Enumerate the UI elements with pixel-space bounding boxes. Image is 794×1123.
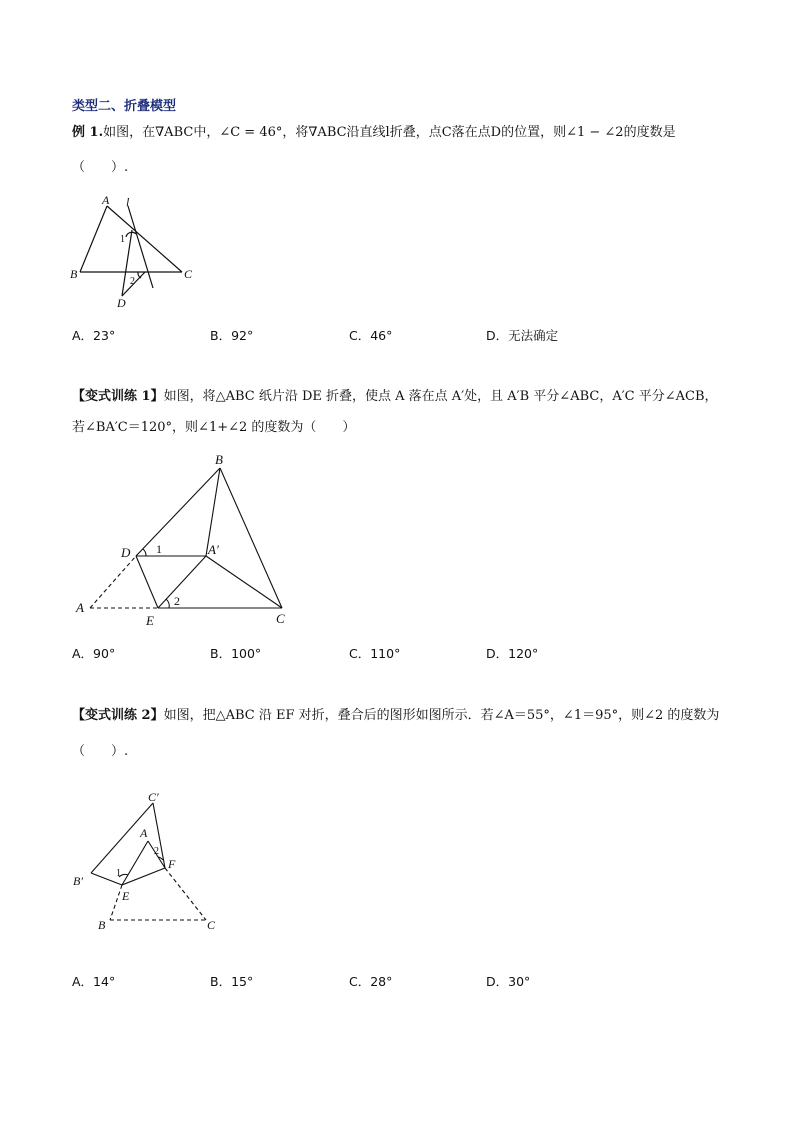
option-b[interactable]: B．15° [210, 974, 254, 989]
option-d[interactable]: D．30° [486, 974, 531, 989]
label-a: A [140, 826, 148, 840]
variant2-answer-paren: （ ）. [72, 744, 129, 759]
label-angle-2: 2 [130, 276, 135, 287]
section-heading: 类型二、折叠模型 [72, 99, 177, 114]
label-b: B [215, 452, 223, 467]
option-c[interactable]: C．110° [349, 646, 401, 661]
label-angle-2: 2 [174, 594, 180, 608]
example1-figure [60, 192, 220, 312]
variant2-options [72, 972, 632, 992]
option-b[interactable]: B．100° [210, 646, 262, 661]
label-a: A [102, 193, 110, 207]
variant1-question-line2: 若∠BA′C＝120°，则∠1+∠2 的度数为（ ） [72, 420, 356, 435]
variant1-options [72, 644, 632, 664]
label-e: E [146, 613, 154, 628]
label-angle-1: 1 [120, 234, 125, 245]
label-b-prime: B′ [73, 874, 83, 888]
dashed-ad [90, 556, 136, 608]
example1-options [72, 326, 632, 346]
angle-2-arc [166, 599, 169, 608]
label-a: A [76, 600, 84, 615]
example1-answer-paren: （ ）. [72, 160, 129, 175]
label-b: B [98, 918, 106, 932]
example1-label: 例 1. [72, 125, 104, 140]
label-angle-1: 1 [116, 868, 121, 879]
label-c-prime: C′ [148, 790, 159, 804]
variant2-question-line1 [72, 706, 719, 726]
variant2-text-1: 如图，把△ABC 沿 EF 对折，叠合后的图形如图所示．若∠A＝55°，∠1＝95°，则∠2 的度数为 [163, 708, 720, 723]
variant2-figure [64, 786, 234, 936]
option-c[interactable]: C．28° [349, 974, 393, 989]
label-e: E [122, 889, 130, 903]
variant1-figure [70, 450, 300, 630]
angle-1-arc [143, 549, 146, 556]
option-c[interactable]: C．46° [349, 328, 393, 343]
option-a[interactable]: A．90° [72, 646, 116, 661]
angle-2-arc [138, 272, 141, 278]
label-b: B [70, 267, 78, 281]
variant1-label: 【变式训练 1】 [72, 389, 164, 404]
variant1-text-1: 如图，将△ABC 纸片沿 DE 折叠，使点 A 落在点 A′处，且 A′B 平分∠ABC，A′C 平分∠ACB， [163, 389, 718, 404]
label-a-prime: A′ [208, 542, 219, 557]
dashed-eb [110, 885, 122, 920]
label-d: D [117, 296, 126, 310]
label-f: F [168, 857, 176, 871]
label-angle-1: 1 [156, 542, 162, 556]
example1-question [72, 123, 676, 143]
fold-de [136, 556, 158, 608]
side-ab [80, 206, 107, 272]
label-c: C [184, 267, 193, 281]
variant1-question-line1 [72, 387, 718, 407]
label-angle-2: 2 [154, 846, 159, 857]
example1-text: 如图，在∇ABC中，∠C = 46°，将∇ABC沿直线l折叠，点C落在点D的位置，则∠1 − ∠2的度数是 [103, 125, 676, 140]
label-l: l [126, 195, 130, 209]
fold-ef [122, 868, 165, 885]
dashed-fc [165, 868, 206, 920]
segment-ea [122, 841, 148, 885]
option-a[interactable]: A．14° [72, 974, 116, 989]
option-d[interactable]: D．120° [486, 646, 539, 661]
option-b[interactable]: B．92° [210, 328, 254, 343]
option-a[interactable]: A．23° [72, 328, 116, 343]
label-c: C [207, 918, 216, 932]
label-d: D [121, 545, 131, 560]
variant2-label: 【变式训练 2】 [72, 708, 164, 723]
label-c: C [276, 611, 285, 626]
segment-ea2 [158, 556, 206, 608]
option-d[interactable]: D．无法确定 [486, 328, 559, 343]
